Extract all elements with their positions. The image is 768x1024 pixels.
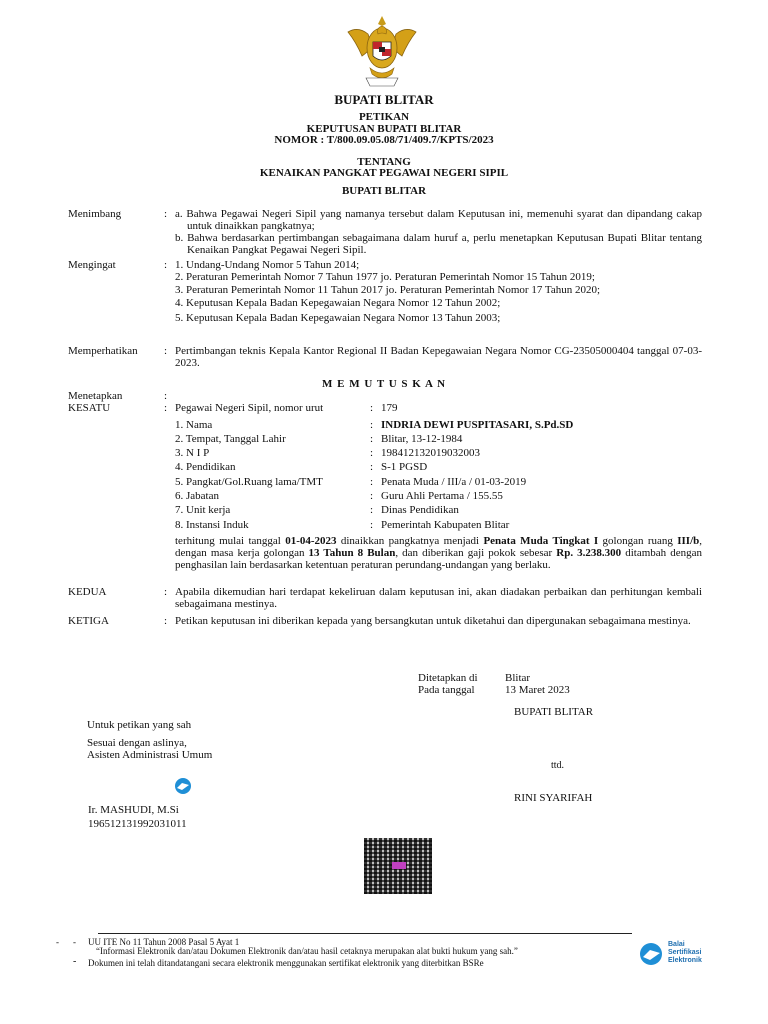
menimbang-label: Menimbang bbox=[68, 208, 122, 220]
mengingat-colon: : bbox=[164, 259, 168, 271]
field-label: 5. Pangkat/Gol.Ruang lama/TMT bbox=[175, 476, 323, 488]
mengingat-item: 4. Keputusan Kepala Badan Kepegawaian Negara Nomor 12 Tahun 2002; bbox=[175, 297, 501, 309]
place-value: Blitar bbox=[505, 672, 531, 684]
field-colon: : bbox=[370, 447, 374, 459]
date-label: Pada tanggal bbox=[418, 684, 475, 696]
garuda-emblem-icon bbox=[342, 12, 422, 92]
field-label: 4. Pendidikan bbox=[175, 461, 236, 473]
para-bold: Rp. 3.238.300 bbox=[556, 547, 622, 559]
para-text: terhitung mulai tanggal bbox=[175, 535, 286, 547]
footer-bullet: - bbox=[73, 937, 76, 947]
field-value-name: INDRIA DEWI PUSPITASARI, S.Pd.SD bbox=[381, 419, 574, 431]
mengingat-item: 3. Peraturan Pemerintah Nomor 11 Tahun 2017 jo. Peraturan Pemerintah Nomor 17 Tahun 2020; bbox=[175, 284, 601, 296]
field-colon: : bbox=[370, 461, 374, 473]
kedua-text: Apabila dikemudian hari terdapat kekeliruan dalam keputusan ini, akan diadakan perbaikan dan perhitungan kembali sebagaimana mestinya. bbox=[175, 586, 702, 610]
date-value: 13 Maret 2023 bbox=[505, 684, 570, 696]
authority-title-2: BUPATI BLITAR bbox=[341, 185, 427, 197]
field-label: 2. Tempat, Tanggal Lahir bbox=[175, 433, 286, 445]
bsre-logo-text bbox=[668, 941, 702, 965]
field-label: 7. Unit kerja bbox=[175, 504, 231, 516]
kesatu-colon: : bbox=[164, 402, 168, 414]
footer-quote: “Informasi Elektronik dan/atau Dokumen Elektronik dan/atau hasil cetaknya merupakan alat bukti hukum yang sah.” bbox=[96, 946, 518, 956]
menimbang-colon: : bbox=[164, 208, 168, 220]
para-bold: Penata Muda Tingkat I bbox=[483, 535, 599, 547]
field-value: Blitar, 13-12-1984 bbox=[381, 433, 463, 445]
field-colon: : bbox=[370, 433, 374, 445]
copy-line-3: Asisten Administrasi Umum bbox=[87, 749, 213, 761]
copy-line-2: Sesuai dengan aslinya, bbox=[87, 737, 187, 749]
para-text: , dan diberikan gaji pokok sebesar bbox=[395, 547, 557, 559]
field-value: Pemerintah Kabupaten Blitar bbox=[381, 519, 510, 531]
decree-number: NOMOR : T/800.09.05.08/71/409.7/KPTS/2023 bbox=[274, 134, 494, 146]
field-colon: : bbox=[370, 419, 374, 431]
field-label: 1. Nama bbox=[175, 419, 213, 431]
field-value: S-1 PGSD bbox=[381, 461, 428, 473]
footer-bullet: - bbox=[56, 937, 59, 947]
footer-bullet: - bbox=[73, 956, 77, 967]
mengingat-label: Mengingat bbox=[68, 259, 116, 271]
kesatu-intro-value: 179 bbox=[381, 402, 398, 414]
signer-name: RINI SYARIFAH bbox=[514, 792, 593, 804]
field-value: Dinas Pendidikan bbox=[381, 504, 459, 516]
kesatu-label: KESATU bbox=[68, 402, 111, 414]
about-label: TENTANG bbox=[357, 156, 411, 168]
copy-name: Ir. MASHUDI, M.Si bbox=[88, 804, 179, 816]
qr-code bbox=[364, 838, 432, 894]
signer-title: BUPATI BLITAR bbox=[514, 706, 594, 718]
ketiga-label: KETIGA bbox=[68, 615, 109, 627]
field-colon: : bbox=[370, 519, 374, 531]
authority-title: BUPATI BLITAR bbox=[334, 92, 434, 107]
para-text: golongan ruang bbox=[598, 535, 678, 547]
doc-type: PETIKAN bbox=[358, 111, 410, 123]
bsre-logo-line: Balai bbox=[668, 941, 685, 948]
subject-title: KENAIKAN PANGKAT PEGAWAI NEGERI SIPIL bbox=[259, 167, 509, 179]
ketiga-text: Petikan keputusan ini diberikan kepada yang bersangkutan untuk diketahui dan dipergunakan sebagaimana mestinya. bbox=[175, 615, 691, 627]
menetapkan-colon: : bbox=[164, 390, 168, 402]
footer-law: UU ITE No 11 Tahun 2008 Pasal 5 Ayat 1 bbox=[88, 937, 240, 947]
para-text: dinaikkan pangkatnya menjadi bbox=[336, 535, 484, 547]
kesatu-intro-label: Pegawai Negeri Sipil, nomor urut bbox=[175, 402, 324, 414]
mengingat-item: 5. Keputusan Kepala Badan Kepegawaian Negara Nomor 13 Tahun 2003; bbox=[175, 312, 501, 324]
para-bold: 13 Tahun 8 Bulan bbox=[308, 547, 396, 559]
footer-note: Dokumen ini telah ditandatangani secara elektronik menggunakan sertifikat elektronik yang diterbitkan BSRe bbox=[88, 958, 484, 968]
memutuskan-heading: M E M U T U S K A N bbox=[321, 378, 447, 390]
memperhatikan-colon: : bbox=[164, 345, 168, 357]
copy-nip: 196512131992031011 bbox=[88, 818, 187, 830]
field-label: 8. Instansi Induk bbox=[175, 519, 249, 531]
bsre-logo-line: Sertifikasi bbox=[668, 949, 702, 956]
menimbang-item-a: a. Bahwa Pegawai Negeri Sipil yang namanya tersebut dalam Keputusan ini, memenuhi syarat dan dipandang cakap untuk dinaikkan pangkatnya; bbox=[175, 208, 702, 232]
field-label: 3. N I P bbox=[175, 447, 210, 459]
ttd-mark: ttd. bbox=[551, 760, 565, 771]
field-value: Penata Muda / III/a / 01-03-2019 bbox=[381, 476, 527, 488]
qr-center-mark bbox=[392, 862, 406, 869]
field-colon: : bbox=[370, 476, 374, 488]
bsre-logo-line: Elektronik bbox=[668, 957, 702, 964]
mengingat-item: 1. Undang-Undang Nomor 5 Tahun 2014; bbox=[175, 259, 360, 271]
para-bold: 01-04-2023 bbox=[285, 535, 337, 547]
bsre-small-icon bbox=[172, 777, 194, 795]
para-text: ditambah dengan penghasilan lain berdasarkan ketentuan peraturan perundang-undangan yang berlaku. bbox=[175, 547, 702, 571]
field-label: 6. Jabatan bbox=[175, 490, 219, 502]
kedua-label: KEDUA bbox=[68, 586, 107, 598]
field-value: 198412132019032003 bbox=[381, 447, 480, 459]
bsre-logo-icon bbox=[636, 942, 666, 966]
menetapkan-label: Menetapkan bbox=[68, 390, 123, 402]
para-bold: III/b bbox=[677, 535, 700, 547]
copy-line-1: Untuk petikan yang sah bbox=[87, 719, 192, 731]
decree-title: KEPUTUSAN BUPATI BLITAR bbox=[306, 123, 462, 135]
footer-divider bbox=[98, 933, 632, 934]
memperhatikan-text: Pertimbangan teknis Kepala Kantor Regional II Badan Kepegawaian Negara Nomor CG-23505000404 tanggal 07-03-2023. bbox=[175, 345, 702, 369]
ketiga-colon: : bbox=[164, 615, 168, 627]
kesatu-intro-colon: : bbox=[370, 402, 374, 414]
menimbang-item-b: b. Bahwa berdasarkan pertimbangan sebagaimana dalam huruf a, perlu menetapkan Keputusan Bupati Blitar tentang Kenaikan Pangkat Pegawai Negeri Sipil. bbox=[175, 232, 702, 256]
field-value: Guru Ahli Pertama / 155.55 bbox=[381, 490, 503, 502]
para-text: , dengan masa kerja golongan bbox=[175, 535, 703, 559]
kesatu-paragraph bbox=[175, 535, 702, 571]
field-colon: : bbox=[370, 490, 374, 502]
memperhatikan-label: Memperhatikan bbox=[68, 345, 138, 357]
place-label: Ditetapkan di bbox=[418, 672, 478, 684]
kedua-colon: : bbox=[164, 586, 168, 598]
field-colon: : bbox=[370, 504, 374, 516]
mengingat-item: 2. Peraturan Pemerintah Nomor 7 Tahun 1977 jo. Peraturan Pemerintah Nomor 15 Tahun 2019; bbox=[175, 271, 595, 283]
